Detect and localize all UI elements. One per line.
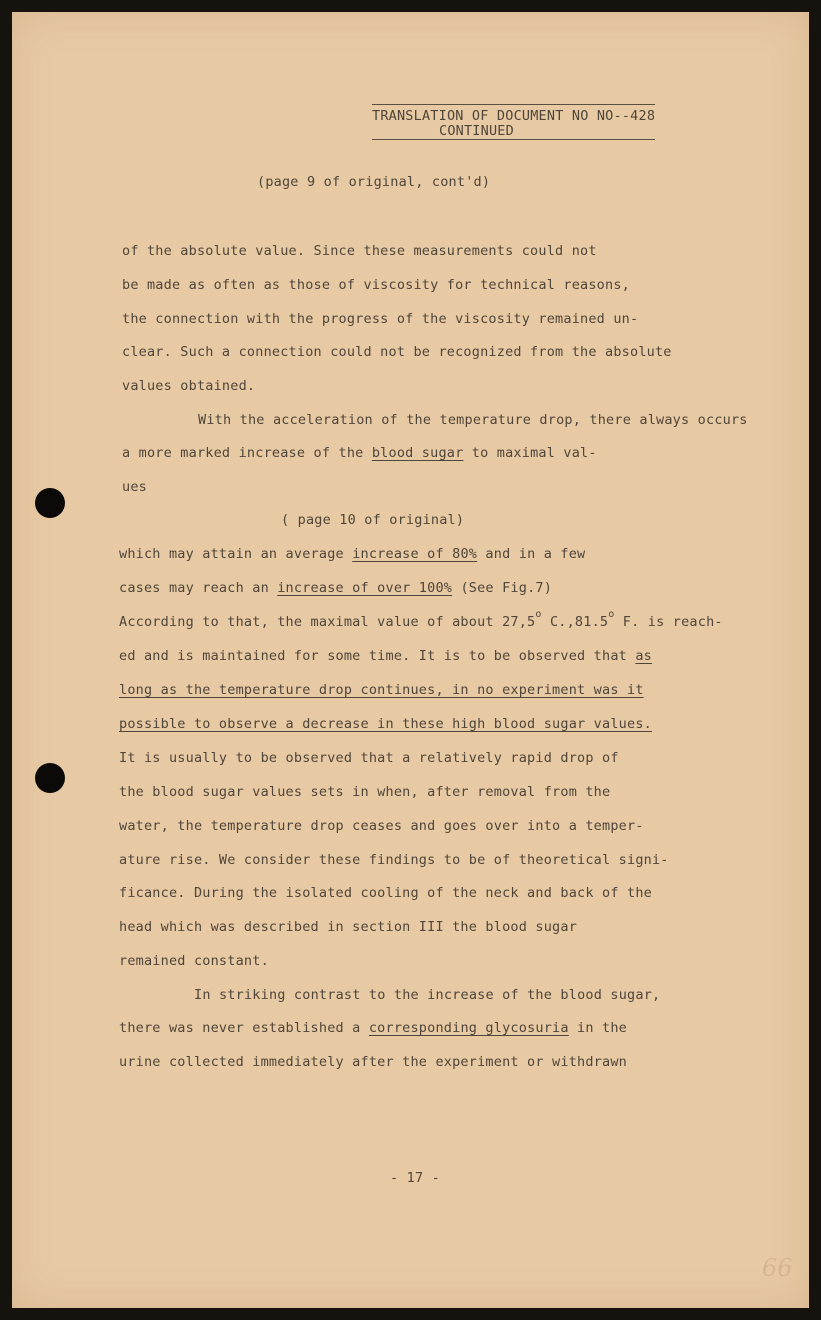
- body-line-10: cases may reach an increase of over 100% (See Fig.7): [119, 580, 553, 596]
- underlined-text: as: [635, 648, 652, 664]
- degree-sign: o: [608, 609, 615, 620]
- body-line-16: the blood sugar values sets in when, after removal from the: [119, 784, 611, 800]
- document-page: [12, 12, 809, 1308]
- header-top-rule: [372, 104, 655, 105]
- header-continued: CONTINUED: [439, 123, 514, 139]
- body-line-14: possible to observe a decrease in these high blood sugar values.: [119, 716, 652, 732]
- underlined-text: blood sugar: [371, 445, 464, 461]
- body-line-20: head which was described in section III the blood sugar: [119, 919, 578, 935]
- degree-sign: o: [535, 609, 542, 620]
- body-line-19: ficance. During the isolated cooling of the neck and back of the: [119, 885, 652, 901]
- body-line-8: ues: [122, 479, 147, 495]
- underlined-text: corresponding glycosuria: [368, 1020, 569, 1036]
- page-reference: ( page 10 of original): [281, 512, 465, 528]
- body-line-17: water, the temperature drop ceases and goes over into a temper-: [119, 818, 644, 834]
- body-line-9: which may attain an average increase of 80% and in a few: [119, 546, 586, 562]
- body-line-23: there was never established a corresponding glycosuria in the: [119, 1020, 628, 1036]
- body-line-18: ature rise. We consider these findings to be of theoretical signi-: [119, 852, 669, 868]
- body-line-6: With the acceleration of the temperature drop, there always occurs: [198, 412, 748, 428]
- punch-hole-top: [35, 488, 65, 518]
- body-line-1: of the absolute value. Since these measurements could not: [122, 243, 597, 259]
- body-line-7: a more marked increase of the blood sugar to maximal val-: [122, 445, 597, 461]
- body-line-13: long as the temperature drop continues, in no experiment was it: [119, 682, 644, 698]
- body-line-3: the connection with the progress of the viscosity remained un-: [122, 311, 639, 327]
- body-line-2: be made as often as those of viscosity for technical reasons,: [122, 277, 630, 293]
- page-number: - 17 -: [390, 1170, 440, 1186]
- page-reference: (page 9 of original, cont'd): [257, 174, 491, 190]
- body-line-21: remained constant.: [119, 953, 269, 969]
- body-line-5: values obtained.: [122, 378, 256, 394]
- body-line-4: clear. Such a connection could not be recognized from the absolute: [122, 344, 672, 360]
- punch-hole-bottom: [35, 763, 65, 793]
- body-line-24: urine collected immediately after the experiment or withdrawn: [119, 1054, 627, 1070]
- underlined-text: increase of over 100%: [277, 580, 453, 596]
- header-title: TRANSLATION OF DOCUMENT NO NO--428: [372, 108, 656, 124]
- body-line-11: According to that, the maximal value of about 27,5$^o$ C.,81.5$^o$ F. is reach-: [119, 609, 723, 630]
- body-line-22: In striking contrast to the increase of the blood sugar,: [194, 987, 661, 1003]
- underlined-text: increase of 80%: [352, 546, 478, 562]
- body-line-15: It is usually to be observed that a relatively rapid drop of: [119, 750, 619, 766]
- body-line-12: ed and is maintained for some time. It is to be observed that as: [119, 648, 652, 664]
- pencil-annotation: 66: [762, 1254, 793, 1282]
- header-bottom-rule: [372, 139, 655, 140]
